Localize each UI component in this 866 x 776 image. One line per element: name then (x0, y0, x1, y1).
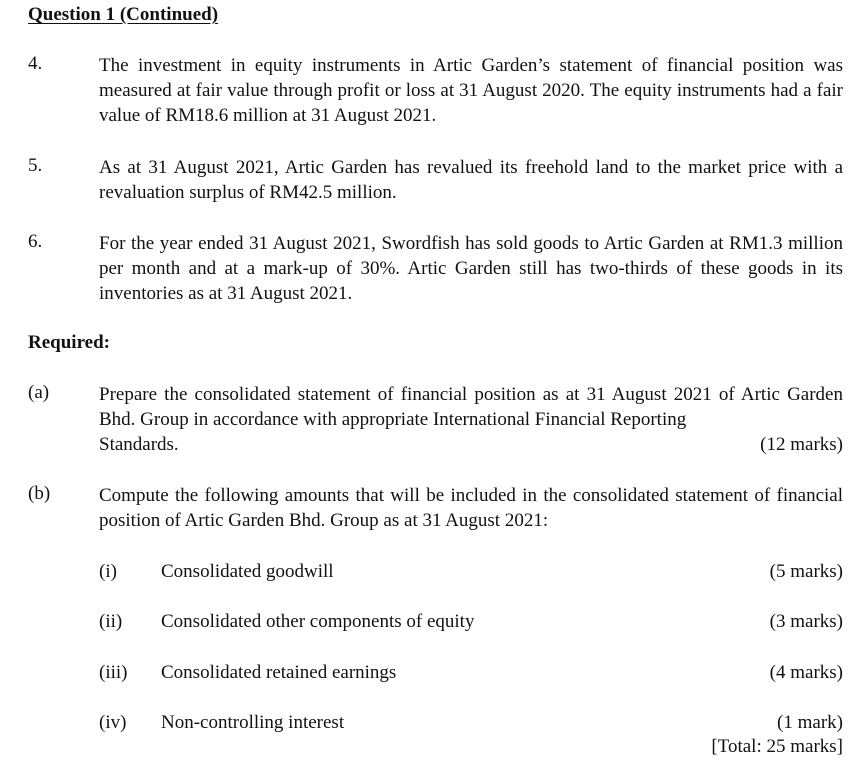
total-marks: [Total: 25 marks] (711, 736, 843, 757)
sub-question-text: Non-controlling interest (161, 712, 345, 733)
part-b-text: Compute the following amounts that will be included in the consolidated statement of financial position of Artic Garden Bhd. Group as at 31 August 2021: (99, 485, 843, 531)
sub-question-row (99, 660, 843, 685)
note-text: The investment in equity instruments in Artic Garden’s statement of financial position was measured at fair value through profit or loss at 31 August 2020. The equity instruments had a fair value of RM18.6 million at 31 August 2021. (99, 55, 843, 126)
note-text: For the year ended 31 August 2021, Swordfish has sold goods to Artic Garden at RM1.3 million per month and at a mark-up of 30%. Artic Garden still has two-thirds of these goods in its inventories as at 31 August 2021. (99, 233, 843, 304)
sub-question-marks: (5 marks) (769, 561, 843, 582)
sub-question-number: (ii) (99, 611, 123, 632)
note-text: As at 31 August 2021, Artic Garden has revalued its freehold land to the market price with a revaluation surplus of RM42.5 million. (99, 157, 843, 203)
note-number: 4. (28, 53, 43, 74)
sub-question-text: Consolidated goodwill (161, 561, 334, 582)
sub-question-marks: (1 mark) (777, 712, 843, 733)
part-a-main-text: Prepare the consolidated statement of financial position as at 31 August 2021 of Artic Garden Bhd. Group in accordance with appropriate International Financial Reporting (99, 384, 843, 430)
question-heading: Question 1 (Continued) (28, 4, 219, 25)
sub-question-marks: (4 marks) (769, 662, 843, 683)
required-heading: Required: (28, 332, 110, 353)
part-a-marks-line (99, 432, 843, 457)
sub-question-row (99, 609, 843, 634)
sub-question-text: Consolidated retained earnings (161, 662, 397, 683)
sub-question-row (99, 559, 843, 584)
part-a-marks: (12 marks) (760, 434, 843, 455)
note-number: 5. (28, 155, 43, 176)
sub-question-number: (i) (99, 561, 117, 582)
sub-question-marks: (3 marks) (769, 611, 843, 632)
sub-question-text: Consolidated other components of equity (161, 611, 475, 632)
part-a-last-line: Standards. (99, 434, 179, 455)
part-a-text (99, 382, 843, 457)
sub-question-number: (iii) (99, 662, 128, 683)
note-number: 6. (28, 231, 43, 252)
part-b-label: (b) (28, 483, 51, 504)
part-a-label: (a) (28, 382, 50, 403)
sub-question-number: (iv) (99, 712, 127, 733)
sub-question-row (99, 710, 843, 735)
